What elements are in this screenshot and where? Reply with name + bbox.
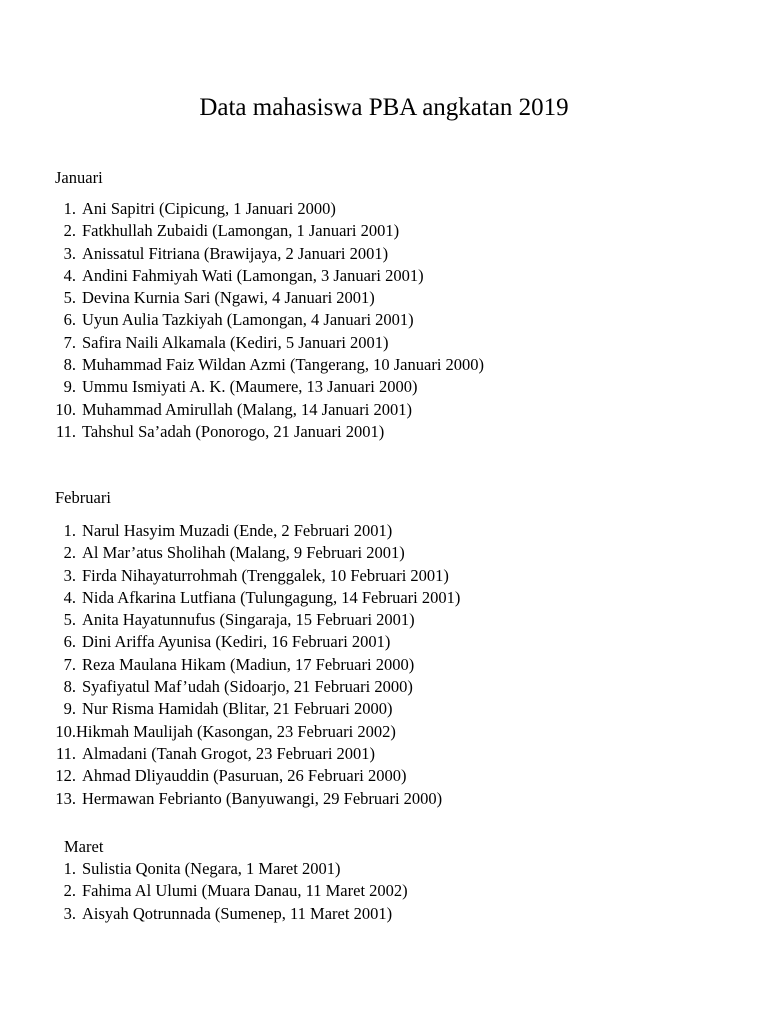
list-item: 11. Almadani (Tanah Grogot, 23 Februari 2001) — [55, 743, 376, 763]
list-item: 5. Devina Kurnia Sari (Ngawi, 4 Januari 2001) — [63, 288, 375, 308]
list-maret — [54, 858, 408, 925]
list-item: 3. Anissatul Fitriana (Brawijaya, 2 Januari 2001) — [63, 243, 389, 263]
list-item: 2. Fahima Al Ulumi (Muara Danau, 11 Maret 2002) — [63, 881, 408, 901]
list-item: 2. Fatkhullah Zubaidi (Lamongan, 1 Januari 2001) — [63, 221, 400, 241]
list-item: 7. Safira Naili Alkamala (Kediri, 5 Januari 2001) — [63, 332, 389, 352]
list-item: 10.Hikmah Maulijah (Kasongan, 23 Februari 2002) — [55, 721, 396, 741]
list-januari — [54, 198, 484, 443]
list-item: 1. Narul Hasyim Muzadi (Ende, 2 Februari 2001) — [63, 521, 393, 540]
list-februari — [54, 520, 460, 810]
list-item: 1. Ani Sapitri (Cipicung, 1 Januari 2000) — [63, 199, 336, 218]
list-item: 8. Syafiyatul Maf’udah (Sidoarjo, 21 Februari 2000) — [63, 677, 413, 697]
list-item: 7. Reza Maulana Hikam (Madiun, 17 Februari 2000) — [63, 654, 415, 674]
list-item: 6. Dini Ariffa Ayunisa (Kediri, 16 Februari 2001) — [63, 632, 391, 652]
list-item: 13. Hermawan Febrianto (Banyuwangi, 29 Februari 2000) — [55, 788, 443, 808]
list-item: 12. Ahmad Dliyauddin (Pasuruan, 26 Februari 2000) — [55, 766, 407, 786]
list-item: 2. Al Mar’atus Sholihah (Malang, 9 Februari 2001) — [63, 543, 405, 563]
list-item: 4. Nida Afkarina Lutfiana (Tulungagung, 14 Februari 2001) — [63, 587, 461, 607]
list-item: 3. Firda Nihayaturrohmah (Trenggalek, 10 Februari 2001) — [63, 565, 449, 585]
list-item: 4. Andini Fahmiyah Wati (Lamongan, 3 Januari 2001) — [63, 265, 424, 285]
list-item: 1. Sulistia Qonita (Negara, 1 Maret 2001) — [63, 859, 341, 878]
list-item: 5. Anita Hayatunnufus (Singaraja, 15 Februari 2001) — [63, 610, 415, 630]
list-item: 3. Aisyah Qotrunnada (Sumenep, 11 Maret 2001) — [63, 903, 393, 923]
page-title: Data mahasiswa PBA angkatan 2019 — [199, 94, 569, 121]
list-item: 6. Uyun Aulia Tazkiyah (Lamongan, 4 Januari 2001) — [63, 310, 414, 330]
month-heading-februari: Februari — [55, 488, 111, 507]
list-item: 8. Muhammad Faiz Wildan Azmi (Tangerang, 10 Januari 2000) — [63, 355, 485, 375]
month-heading-maret: Maret — [64, 837, 104, 856]
list-item: 11. Tahshul Sa’adah (Ponorogo, 21 Januari 2001) — [55, 421, 385, 441]
list-item: 10. Muhammad Amirullah (Malang, 14 Januari 2001) — [55, 399, 412, 419]
list-item: 9. Nur Risma Hamidah (Blitar, 21 Februari 2000) — [63, 699, 393, 719]
month-heading-januari: Januari — [55, 168, 103, 187]
list-item: 9. Ummu Ismiyati A. K. (Maumere, 13 Januari 2000) — [63, 377, 418, 397]
